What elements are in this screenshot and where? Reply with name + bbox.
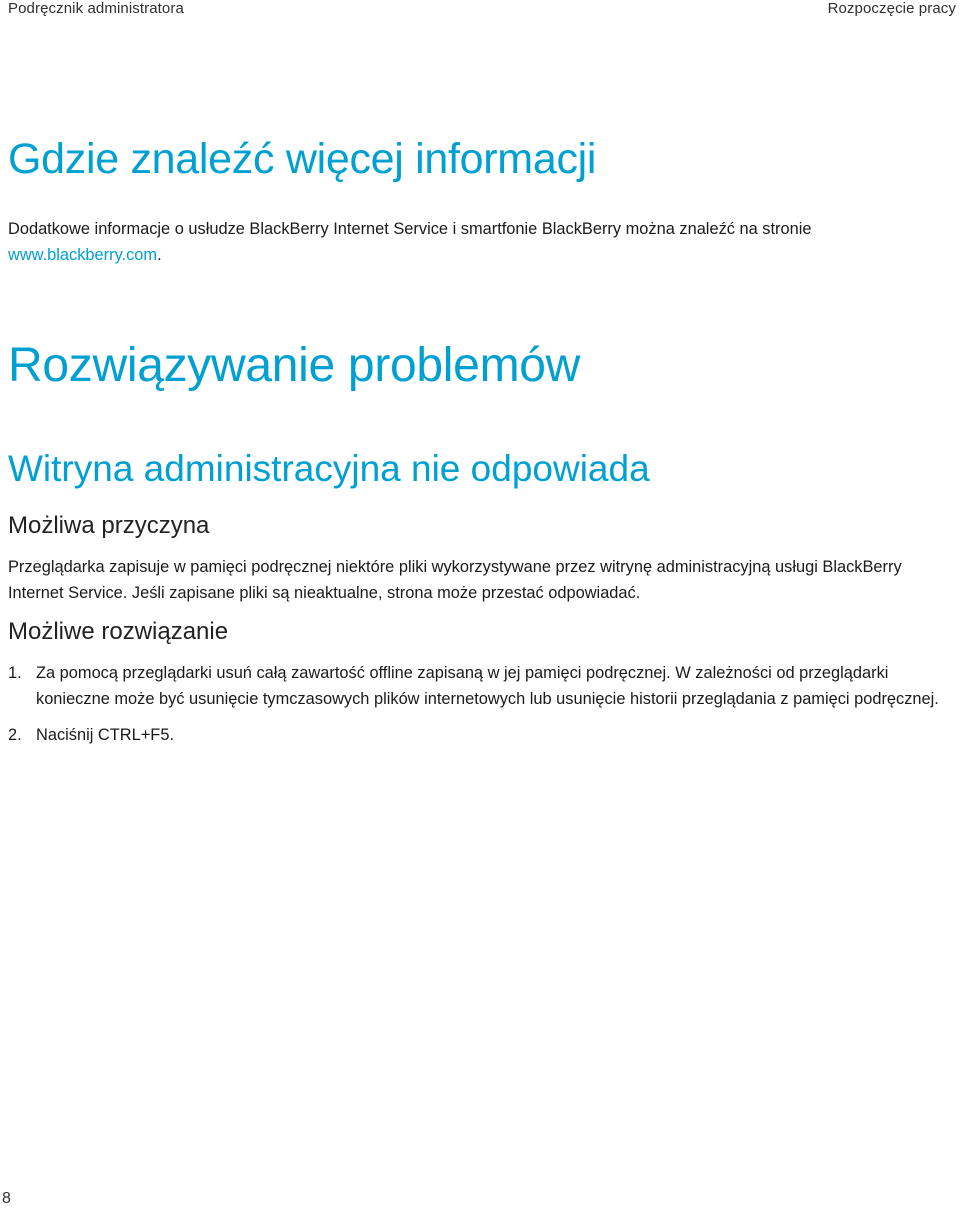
list-item [8, 722, 948, 748]
step-text: Naciśnij CTRL+F5. [36, 726, 174, 744]
header-chapter-title: Rozpoczęcie pracy [827, 0, 956, 17]
blackberry-website-link[interactable]: www.blackberry.com [8, 246, 158, 264]
section-title-more-info: Gdzie znaleźć więcej informacji [8, 135, 597, 183]
solution-steps [8, 660, 948, 758]
more-info-paragraph [8, 216, 908, 268]
step-number: 1. [8, 664, 22, 682]
header-document-title: Podręcznik administratora [8, 0, 184, 17]
step-text: Za pomocą przeglądarki usuń całą zawartość offline zapisaną w jej pamięci podręcznej. W zależności od przeglądarki konieczne może być usunięcie tymczasowych plików internetowych lub usunięcie historii przeglądania z pamięci podręcznej. [36, 664, 939, 708]
cause-paragraph: Przeglądarka zapisuje w pamięci podręcznej niektóre pliki wykorzystywane przez witrynę administracyjną usługi BlackBerry Internet Service. Jeśli zapisane pliki są nieaktualne, strona może przestać odpowiadać. [8, 558, 902, 602]
list-item [8, 660, 948, 712]
more-info-text: Dodatkowe informacje o usłudze BlackBerry Internet Service i smartfonie BlackBerry można znaleźć na stronie [8, 220, 812, 238]
section-title-troubleshooting: Rozwiązywanie problemów [8, 339, 581, 392]
issue-title: Witryna administracyjna nie odpowiada [8, 448, 650, 489]
step-number: 2. [8, 726, 22, 744]
running-header [8, 0, 956, 20]
cause-heading: Możliwa przyczyna [8, 512, 210, 539]
page-number: 8 [2, 1190, 11, 1207]
more-info-text-end: . [157, 246, 162, 264]
fix-heading: Możliwe rozwiązanie [8, 618, 229, 645]
